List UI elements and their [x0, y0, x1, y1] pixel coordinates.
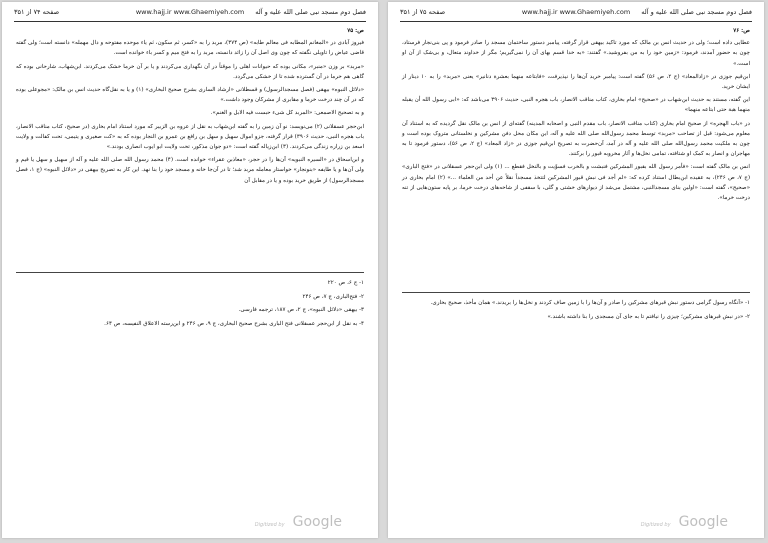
- header-url[interactable]: www.hajj.ir www.Ghaemiyeh.com: [521, 8, 631, 16]
- paragraph: فیروز آبادی در «المغانم المطابه فی معالم طابه» (ص ۳۷۴)، مربد را به «کسر، ثم سکون، ثم یاء موحده مفتوحه و دال مهمله» دانسته است؛ ولی گفته قاضی عیاض را تاویلی نگفته که چون وی اصل آن را زائد دانسته، مربد را به فتح میم و کسر باء خوانده است.: [16, 40, 364, 57]
- paragraph: این گفته، مستند به حدیث ابن‌شهاب در «صحیح» امام بخاری، کتاب مناقب الانصار، باب هجره النبی، حدیث ۳۹۰۶ می‌باشد که: «ابی رسول الله أن یقبله منهما هبة حتی ابتاعه منهما»: [402, 97, 750, 114]
- paragraph: «دلائل النبوه» بیهقی (فصل مسجدالرسول) و قسطلانی «ارشاد الساری بشرح صحیح البخاری» (۱) و یا به نقل‌گاه حدیث انس بن مالک: «مجوعلی بوده که در آن چند درخت خرما و مقابری از مشرکان وجود داشت.»: [16, 87, 364, 104]
- paragraph: «مربد» بر وزن «منبر»، مکانی بوده که حیوانات اهلی را موقتاً در آن نگهداری می‌کردند و یا بر آن خرما خشک می‌کردند. ابن‌شهاب، شارحانی بوده که گاهی هم خرما در آن گسترده شده تا از خشکی می‌گردد.: [16, 63, 364, 80]
- paragraph: ابن‌قیم جوزی در «زادالمعاد» (ج ۲، ص ۵۶) گفته است: پیامبر خرید آن‌ها را نپذیرفت، «فابتاعه منهما بعشرة دنانیر» یعنی «مربد» را به ۱۰ دینار از ایشان خرید.: [402, 73, 751, 91]
- footnote-divider: [402, 292, 750, 293]
- footnote: ۳- بیهقی «دلائل النبوه»، ج ۲، ص ۱۸۷، ترجمه فارسی.: [238, 307, 364, 313]
- header-page-number: صفحه ۷۵ از ۳۵۱: [400, 8, 446, 16]
- google-watermark: [641, 511, 728, 530]
- page-body: [16, 26, 364, 189]
- footnote-divider: [16, 272, 364, 273]
- footnote: ۲- فتح‌الباری، ج ۷، ص ۲۴۶: [302, 293, 364, 300]
- left-page: [2, 2, 378, 538]
- google-watermark: [255, 511, 342, 530]
- footnote: ۲- «در نبش قبرهای مشرکین؛ چیزی را نیافتم تا به جای آن مسجدی را بنا داشته باشند.»: [547, 313, 750, 320]
- header-page-number: صفحه ۷۴ از ۳۵۱: [14, 8, 60, 16]
- footnotes: [16, 278, 364, 332]
- right-page: [388, 2, 764, 538]
- footnotes: [402, 298, 750, 325]
- footnote: ۱- «آنگاه رسول گرامی دستور نبش قبرهای مشرکین را صادر و آن‌ها را با زمین صاف کردند و نخل‌ها را بریدند.» همان مأخذ، صحیح بخاری.: [430, 300, 750, 306]
- header-divider: [400, 21, 752, 22]
- page-header: [400, 8, 752, 20]
- paragraph: و به تصحیح الاصمعی: «المربد کل شیء حبست فیه الابل و الغنم».: [210, 110, 364, 117]
- watermark-brand: Google: [678, 514, 728, 530]
- paragraph: انس بن مالک گفته است: «فأمر رسول الله بقبور المشرکین فنبشت و بالخرب فسوّیت و بالنخل فقطع ... (۱) ولی ابن‌حجر عسقلانی در «فتح الباری» (ج ۷، ص ۲۴۶)، به عقیده ابن‌بطال استناد کرده که: «لم أجد فی نبش قبور المشرکین لتتخذ مسجداً نقلاً عن أحد من العلماء ...» (۲) امام بخاری در «صحیح»، گفته است: «اولین بنای مسجدالنبی، مشتمل می‌شد از دیوارهای خشتی و گلی، با سقفی از شاخه‌های درخت خرما، بر پایه ستون‌هایی از تنه درخت خرما».: [402, 164, 750, 202]
- paragraph: عطایی داده است؛ ولی در حدیث انس بن مالک که مورد تاکید بیهقی قرار گرفته، پیامبر دستور ساختمان مسجد را صادر فرمود و پی بنی‌نجار فرستاد، چون به حضور آمدند، فرمود: «زمین خود را به من بفروشید.» گفتند: «به خدا قسم بهای آن را نمی‌گیریم؛ مگر از خداوند متعال، و بی‌شک از آن او است.»: [402, 40, 750, 67]
- watermark-brand: Google: [292, 514, 342, 530]
- paragraph: ابن‌حجر عسقلانی (۲) می‌نویسد: نو آن زمین را به گفته ابن‌شهاب به نقل از عروه بن الزبیر که مورد استناد امام بخاری (در صحیح، کتاب مناقب الانصار، باب هجره النبی، حدیث ۳۹۰۶) قرار گرفته، جزو اموال سهیل و سهل بن رافع بن عمرو بن النجار بوده که به «کت صغیری و یتیمی، تحت کفالت و ولایت اسعد بن زراره زندگی می‌کردند. (۳) ابن‌زیاله گفته است: «دو جوان مذکور، تحت ولایت ابو ایوب انصاری بودند.»: [16, 123, 364, 151]
- footnote: ۱- ج ۶، ص ۲۲۰: [327, 280, 364, 286]
- page-reference: ص: ۷۵: [347, 28, 364, 34]
- paragraph: در «باب الهجره» از صحیح امام بخاری (کتاب مناقب الانصار، باب مقدم النبی و اصحابه المدینه) گفته‌ای از انس بن مالک نقل گردیده که به استناد آن معلوم می‌شود: قبل از تصاحب «مربد» توسط محمد رسول‌الله صلی الله علیه و آله، این مکان محل دفن مشرکین و نخلستانی متروک بوده است و چون به ملکیت محمد رسول‌الله صلی الله علیه و آله در آمد، آن‌حضرت به تصریح ابن‌قیم جوزی در «زاد المعاد» (ج ۲، ص ۵۶)، دستور فرمود تا به مهاجران و انصار به کمک او شتافته، تمامی نخل‌ها و آثار مخروبه قبور را برکنند.: [402, 120, 751, 158]
- page-body: [402, 26, 750, 206]
- watermark-small-text: Digitized by: [640, 522, 671, 528]
- header-title: فصل دوم مسجد نبی صلی الله علیه و آله: [255, 8, 366, 16]
- header-title: فصل دوم مسجد نبی صلی الله علیه و آله: [641, 8, 752, 16]
- header-url[interactable]: www.hajj.ir www.Ghaemiyeh.com: [135, 8, 245, 16]
- page-header: [14, 8, 366, 20]
- paragraph: و ابن‌اسحاق در «السیره النبویه» آن‌ها را در حجر، «معاذبن عفراء» خوانده است. (۴) محمد رسول الله صلی الله علیه و آله از سهیل و سهل یا قیم و ولی آن‌ها و یا طایفه «بنونجار» خواستار معامله مربد شد؛ تا در آن‌جا خانه و مسجد خود را بنا نهد. این کار به تصریح بیهقی در «دلائل النبوه» (ج ۱، فصل مسجدالرسول) از طریق خرید بوده و یا در مقابل آن: [16, 157, 364, 184]
- footnote: ۴- به نقل از ابن‌حجر عسقلانی فتح الباری بشرح صحیح البخاری، ج ۹، ص ۲۴۶ و ابن‌رسته الاعلاق النفیسه، ص ۶۴.: [104, 320, 364, 327]
- header-divider: [14, 21, 366, 22]
- watermark-small-text: Digitized by: [254, 522, 285, 528]
- page-reference: ص: ۷۶: [733, 28, 750, 34]
